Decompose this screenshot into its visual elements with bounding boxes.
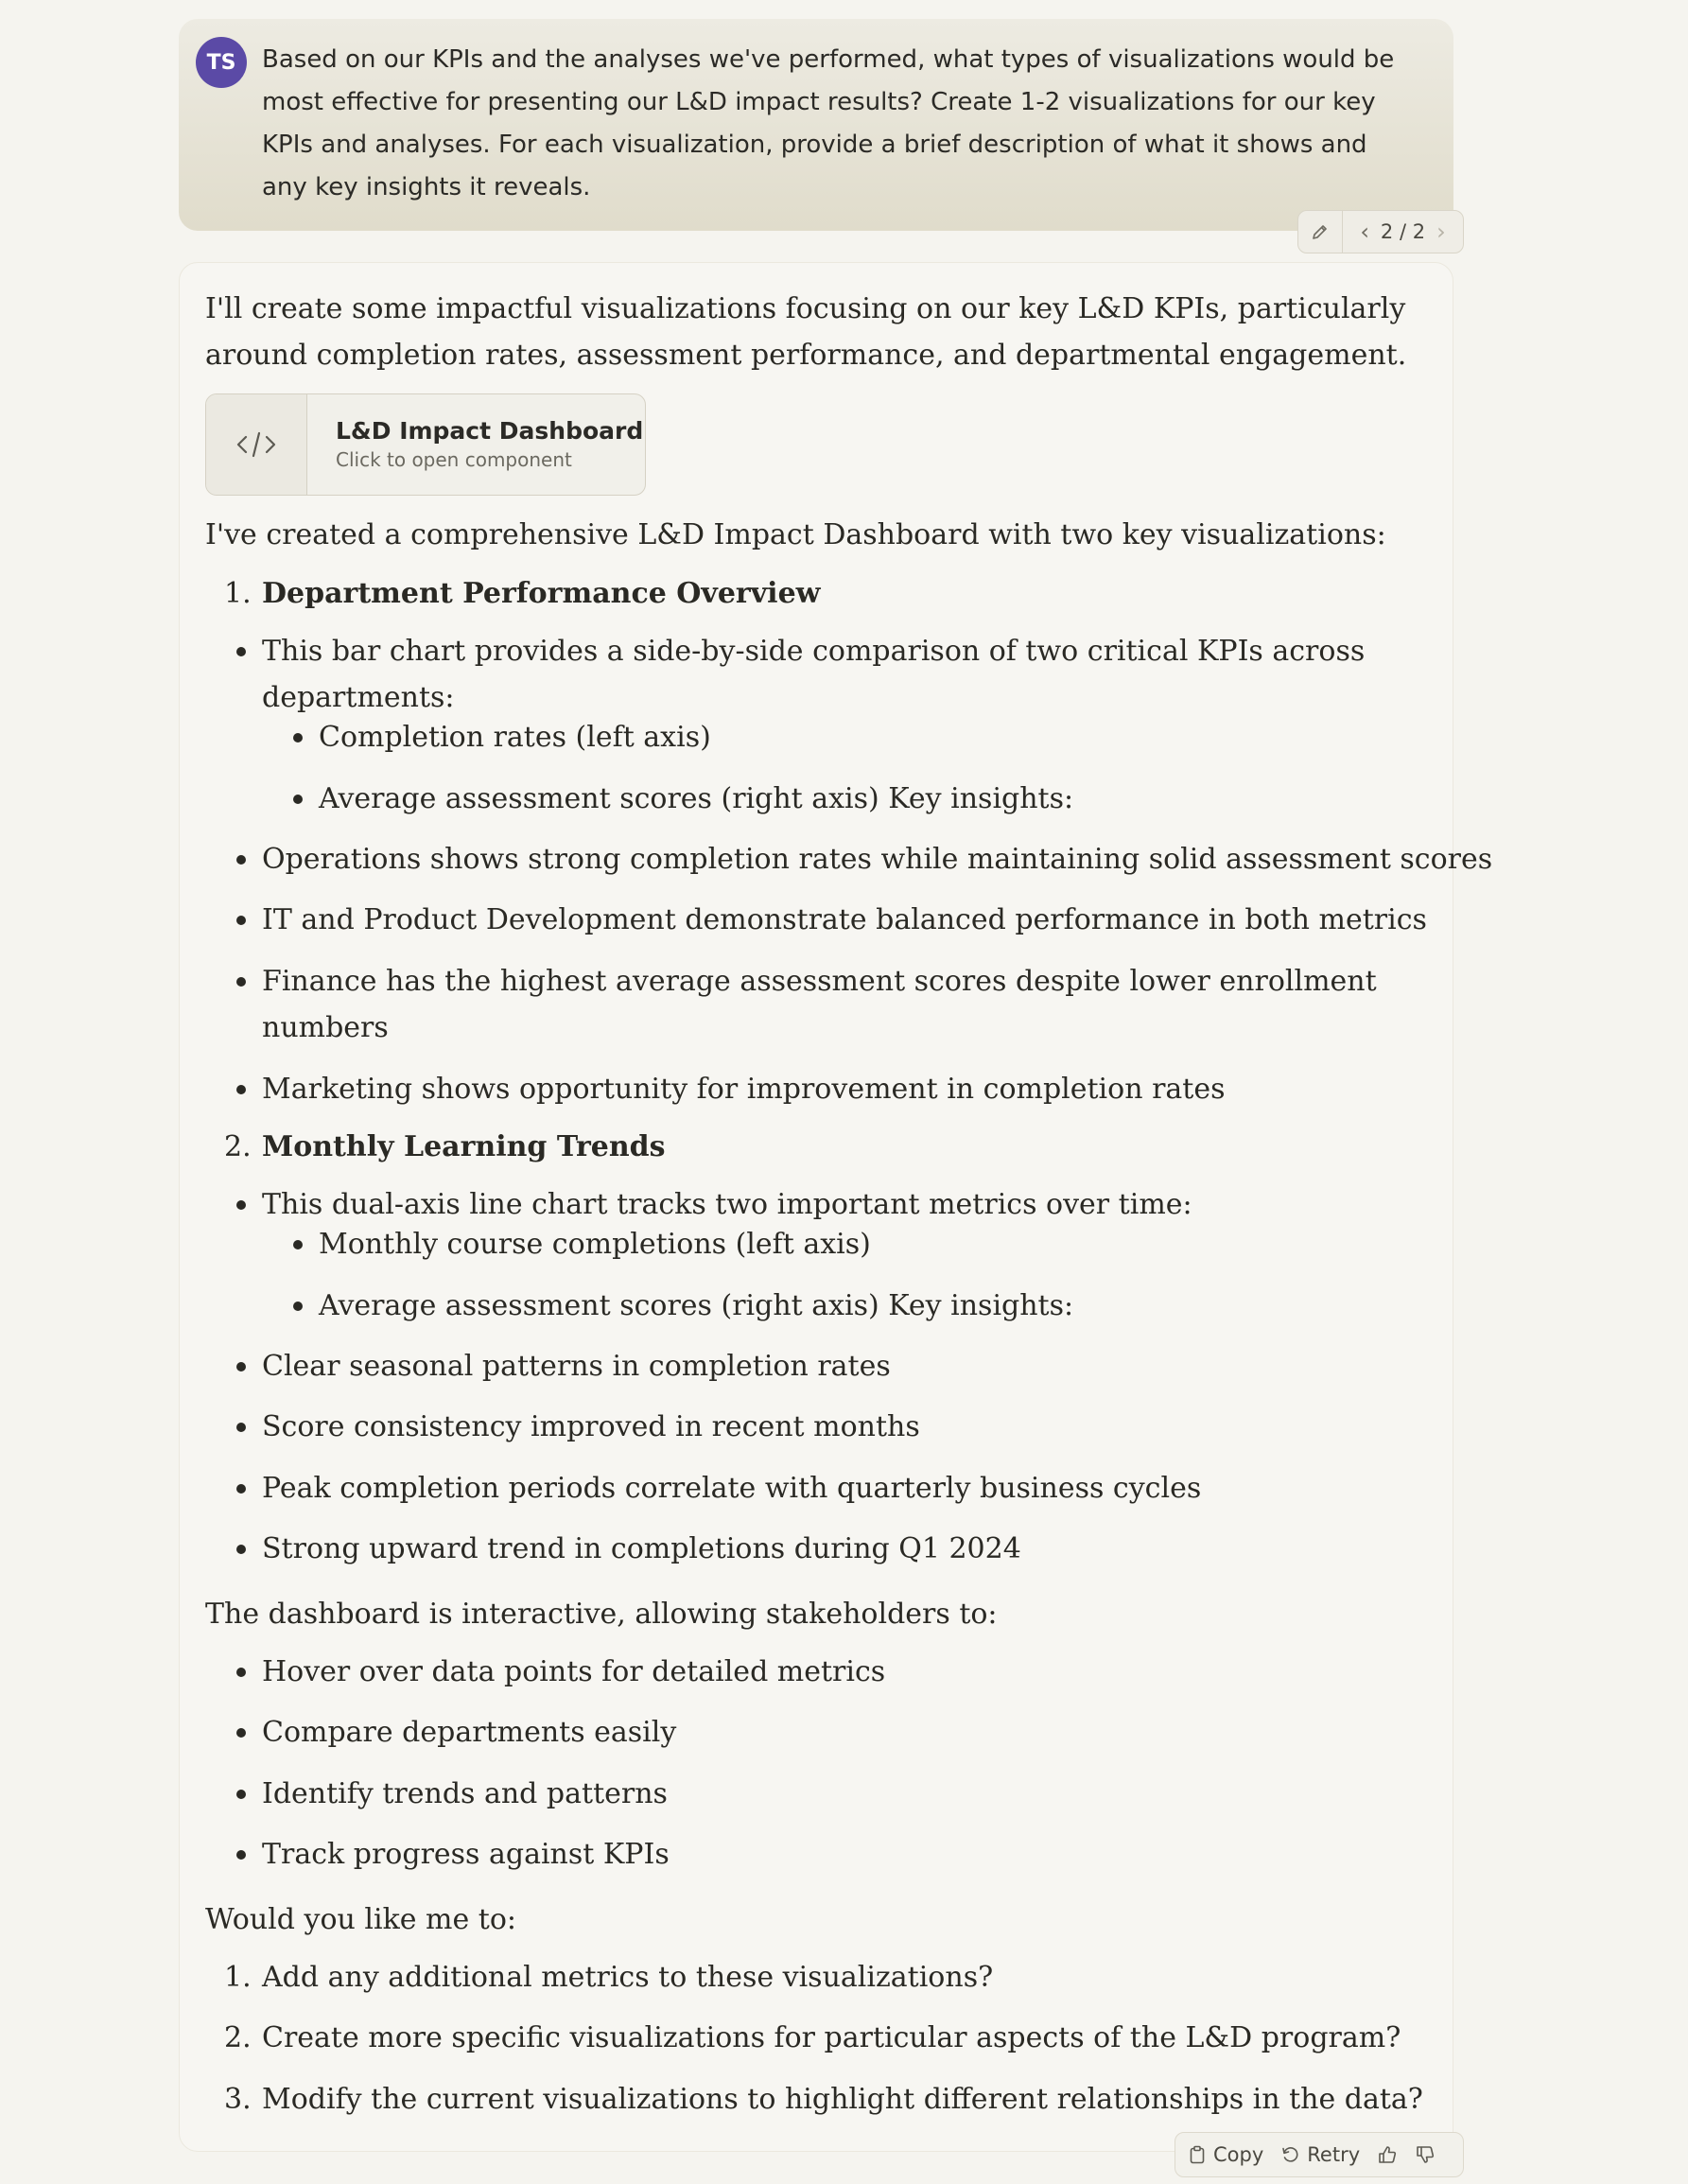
list-item: This dual-axis line chart tracks two important metrics over time: (262, 1181, 1192, 1228)
section-2-number: 2. (224, 1130, 252, 1163)
followup-number: 3. (224, 2083, 252, 2116)
interactive-intro: The dashboard is interactive, allowing stakeholders to: (205, 1598, 998, 1631)
user-message-line: Based on our KPIs and the analyses we've performed, what types of visualizations would be (262, 45, 1395, 74)
section-1-title-text: Department Performance Overview (262, 577, 821, 610)
retry-label: Retry (1307, 2143, 1361, 2166)
list-item: IT and Product Development demonstrate balanced performance in both metrics (262, 897, 1427, 943)
list-item: Hover over data points for detailed metrics (262, 1649, 885, 1695)
thumbs-up-icon (1377, 2144, 1398, 2165)
message-actions (1175, 2132, 1464, 2177)
list-item-continuation: numbers (262, 1011, 389, 1044)
version-indicator: 2 / 2 (1380, 220, 1426, 243)
list-item: Track progress against KPIs (262, 1831, 670, 1878)
code-icon (206, 394, 307, 495)
list-item: Peak completion periods correlate with quarterly business cycles (262, 1465, 1201, 1511)
pencil-icon (1311, 222, 1330, 241)
copy-label: Copy (1213, 2143, 1264, 2166)
retry-icon (1280, 2145, 1299, 2164)
message-controls (1297, 210, 1464, 253)
followup-item: Modify the current visualizations to highlight different relationships in the data? (262, 2083, 1423, 2116)
artifact-card[interactable] (205, 393, 646, 496)
artifact-subtitle: Click to open component (336, 448, 572, 471)
section-2-title-text: Monthly Learning Trends (262, 1130, 666, 1163)
list-item: Strong upward trend in completions during Q1 2024 (262, 1526, 1021, 1572)
section-1-number: 1. (224, 577, 252, 610)
followup-intro: Would you like me to: (205, 1903, 517, 1936)
edit-button[interactable] (1298, 211, 1343, 253)
user-message-line: KPIs and analyses. For each visualization, provide a brief description of what it shows and (262, 131, 1367, 159)
user-avatar: TS (196, 37, 247, 88)
list-item: Clear seasonal patterns in completion rates (262, 1343, 891, 1389)
sub-list-item: Completion rates (left axis) (319, 714, 711, 760)
sub-list-item: Average assessment scores (right axis) Key insights: (319, 776, 1073, 822)
list-item: Marketing shows opportunity for improvement in completion rates (262, 1066, 1226, 1112)
section-2-title (262, 1124, 666, 1170)
user-message-line: any key insights it reveals. (262, 173, 591, 201)
previous-version-button[interactable]: ‹ (1360, 218, 1369, 245)
clipboard-icon (1189, 2145, 1206, 2164)
next-version-button[interactable]: › (1436, 218, 1446, 245)
sub-list-item: Monthly course completions (left axis) (319, 1221, 871, 1267)
intro-line: around completion rates, assessment performance, and departmental engagement. (205, 339, 1407, 372)
list-item-continuation: departments: (262, 681, 455, 714)
list-item: Finance has the highest average assessment scores despite lower enrollment (262, 958, 1377, 1005)
thumbs-up-button[interactable] (1377, 2144, 1398, 2165)
followup-number: 2. (224, 2021, 252, 2054)
section-1-title (262, 570, 820, 617)
thumbs-down-button[interactable] (1415, 2144, 1436, 2165)
list-item: Score consistency improved in recent months (262, 1404, 920, 1450)
list-item: Compare departments easily (262, 1709, 676, 1756)
list-item: This bar chart provides a side-by-side comparison of two critical KPIs across (262, 628, 1365, 674)
sub-list-item: Average assessment scores (right axis) Key insights: (319, 1283, 1073, 1329)
intro-line: I'll create some impactful visualizations focusing on our key L&D KPIs, particularly (205, 292, 1406, 325)
copy-button[interactable] (1189, 2143, 1263, 2166)
user-message-line: most effective for presenting our L&D impact results? Create 1-2 visualizations for our key (262, 88, 1376, 116)
followup-item: Create more specific visualizations for particular aspects of the L&D program? (262, 2021, 1401, 2054)
thumbs-down-icon (1415, 2144, 1436, 2165)
artifact-title: L&D Impact Dashboard (336, 417, 644, 445)
retry-button[interactable] (1280, 2143, 1360, 2166)
followup-number: 1. (224, 1961, 252, 1994)
list-item: Operations shows strong completion rates while maintaining solid assessment scores (262, 836, 1492, 882)
list-item: Identify trends and patterns (262, 1771, 668, 1817)
user-message-text (262, 39, 1435, 209)
followup-item: Add any additional metrics to these visualizations? (262, 1961, 994, 1994)
summary-text: I've created a comprehensive L&D Impact Dashboard with two key visualizations: (205, 518, 1386, 551)
